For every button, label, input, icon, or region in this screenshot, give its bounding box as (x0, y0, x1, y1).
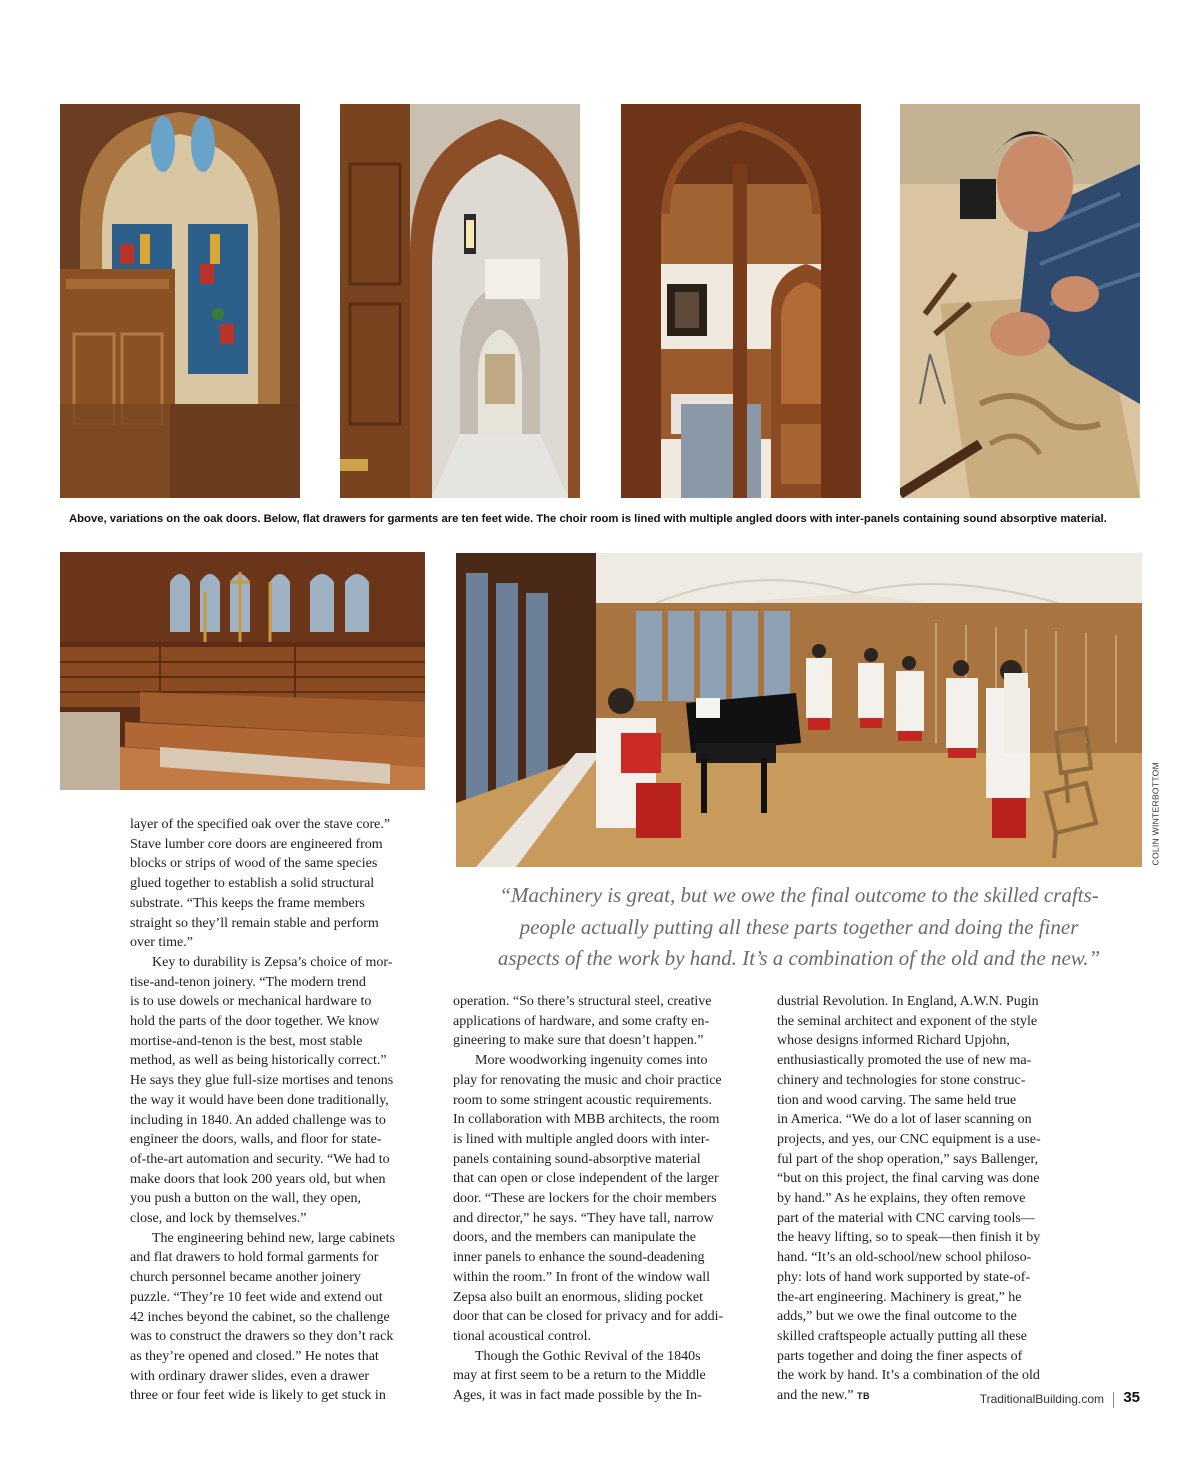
text-line: inner panels to enhance the sound-deadening (453, 1250, 705, 1266)
text-line: ful part of the shop operation,” says Ballenger, (777, 1151, 1039, 1167)
text-line: the seminal architect and exponent of the style (777, 1013, 1038, 1029)
footer-divider (1113, 1392, 1114, 1408)
text-line: close, and lock by themselves.” (130, 1211, 307, 1227)
text-line: door that can be closed for privacy and for addi- (453, 1309, 724, 1325)
text-line: In collaboration with MBB architects, the room (453, 1112, 720, 1128)
body-column-2 (453, 992, 753, 1406)
text-line: gineering to make sure that doesn’t happen.” (453, 1033, 704, 1049)
text-line: operation. “So there’s structural steel, creative (453, 994, 712, 1009)
text-line: puzzle. “They’re 10 feet wide and extend out (130, 1289, 383, 1305)
pull-quote-line: “Machinery is great, but we owe the final outcome to the skilled crafts- (499, 883, 1099, 907)
text-line: by hand.” As he explains, they often remove (777, 1191, 1026, 1207)
photo-garment-drawers (60, 552, 425, 790)
text-line: the work by hand. It’s a combination of the old (777, 1368, 1040, 1384)
text-line: the way it would have been done traditionally, (130, 1092, 389, 1108)
text-line: Zepsa also built an enormous, sliding pocket (453, 1289, 704, 1305)
text-line: skilled craftspeople actually putting all these (777, 1328, 1027, 1344)
body-column-1 (130, 815, 430, 1406)
text-line: hold the parts of the door together. We know (130, 1014, 380, 1030)
text-line: phy: lots of hand work supported by state-of- (777, 1269, 1031, 1285)
page-footer (900, 1391, 1140, 1411)
text-line: mortise-and-tenon is the best, most stable (130, 1033, 363, 1049)
text-line: Ages, it was in fact made possible by the In- (453, 1388, 702, 1404)
text-line-end: and the new.” (777, 1388, 854, 1404)
text-line: and director,” he says. “They have tall, narrow (453, 1210, 714, 1226)
text-line: of-the-art automation and security. “We had to (130, 1151, 390, 1167)
text-line: you push a button on the wall, they open, (130, 1191, 361, 1207)
text-line: door. “These are lockers for the choir members (453, 1191, 717, 1207)
text-line: was to construct the drawers so they don’t rack (130, 1329, 394, 1345)
text-line: room to some stringent acoustic requirements. (453, 1092, 712, 1108)
text-line: part of the material with CNC carving tools— (777, 1210, 1035, 1226)
text-line: with ordinary drawer slides, even a drawer (130, 1368, 370, 1384)
pull-quote-line: aspects of the work by hand. It’s a combination of the old and the new.” (497, 946, 1101, 970)
text-line: 42 inches beyond the cabinet, so the challenge (130, 1309, 390, 1325)
text-line: parts together and doing the finer aspects of (777, 1348, 1023, 1364)
text-line: tise-and-tenon joinery. “The modern trend (130, 974, 366, 990)
text-line: engineer the doors, walls, and floor for state- (130, 1132, 382, 1148)
pull-quote-line: people actually putting all these parts together and doing the finer (519, 914, 1079, 939)
text-line: He says they glue full-size mortises and tenons (130, 1073, 394, 1089)
text-line: is lined with multiple angled doors with inter- (453, 1131, 710, 1147)
photo-choir-room (456, 553, 1142, 867)
text-line: church personnel became another joinery (130, 1270, 361, 1286)
page-number: 35 (1123, 1389, 1140, 1406)
text-line: three or four feet wide is likely to get stuck in (130, 1388, 386, 1404)
text-line: panels containing sound-absorptive material (453, 1151, 701, 1167)
text-line: Stave lumber core doors are engineered from (130, 836, 383, 852)
photo-carved-double-doors (621, 104, 861, 498)
author-signoff: TB (856, 1391, 870, 1402)
text-line: the-art engineering. Machinery is great,” he (777, 1289, 1022, 1305)
text-line: hand. “It’s an old-school/new school philoso- (777, 1250, 1032, 1266)
text-line: The engineering behind new, large cabinets (152, 1230, 395, 1246)
text-line: chinery and technologies for stone construc- (777, 1072, 1026, 1088)
text-line: including in 1840. An added challenge was to (130, 1112, 386, 1128)
text-line: doors, and the members can manipulate the (453, 1230, 696, 1246)
text-line: and flat drawers to hold formal garments for (130, 1250, 379, 1266)
text-line: Though the Gothic Revival of the 1840s (475, 1348, 701, 1364)
text-line: method, as well as being historically correct.” (130, 1053, 387, 1069)
text-line: straight so they’ll remain stable and perform (130, 915, 379, 931)
footer-website[interactable]: TraditionalBuilding.com (979, 1392, 1104, 1406)
photo-credit (1146, 762, 1164, 870)
text-line: may at first seem to be a return to the Middle (453, 1368, 706, 1384)
photo-craftsman-carving (900, 104, 1140, 498)
text-line: whose designs informed Richard Upjohn, (777, 1033, 1010, 1049)
text-line: layer of the specified oak over the stave core.” (130, 817, 391, 832)
text-line: tion and wood carving. The same held true (777, 1092, 1017, 1108)
text-line: over time.” (130, 935, 193, 951)
text-line: play for renovating the music and choir practice (453, 1072, 722, 1088)
text-line: the heavy lifting, so to speak—then finish it by (777, 1230, 1041, 1246)
photo-gothic-window-door (60, 104, 300, 498)
text-line: substrate. “This keeps the frame members (130, 895, 365, 911)
pull-quote (456, 880, 1142, 975)
text-line: “but on this project, the final carving was done (777, 1171, 1040, 1187)
text-line: adds,” but we owe the final outcome to the (777, 1309, 1017, 1325)
body-column-3 (777, 992, 1077, 1407)
photo-arched-doorway (340, 104, 580, 498)
text-line: within the room.” In front of the window wall (453, 1269, 711, 1285)
text-line: is to use dowels or mechanical hardware to (130, 994, 372, 1010)
photo-credit-text: COLIN WINTERBOTTOM (1150, 762, 1161, 866)
text-line: as they’re opened and closed.” He notes that (130, 1348, 379, 1364)
text-line: applications of hardware, and some crafty en- (453, 1013, 710, 1029)
text-line: in America. “We do a lot of laser scanning on (777, 1112, 1032, 1128)
text-line: projects, and yes, our CNC equipment is a use- (777, 1131, 1041, 1147)
text-line: make doors that look 200 years old, but when (130, 1171, 386, 1187)
text-line: More woodworking ingenuity comes into (475, 1053, 708, 1069)
text-line: enthusiastically promoted the use of new ma- (777, 1053, 1032, 1069)
text-line: Key to durability is Zepsa’s choice of mor- (152, 954, 393, 970)
text-line: blocks or strips of wood of the same species (130, 856, 378, 872)
text-line: tional acoustical control. (453, 1328, 592, 1344)
text-line: that can open or close independent of the larger (453, 1171, 719, 1187)
photo-caption: Above, variations on the oak doors. Below, flat drawers for garments are ten feet wide. The choir room is lined with multiple angled doors with inter-panels containing sound absorptive material. (69, 513, 1107, 525)
text-line: dustrial Revolution. In England, A.W.N. Pugin (777, 994, 1039, 1009)
text-line: glued together to establish a solid structural (130, 876, 375, 892)
